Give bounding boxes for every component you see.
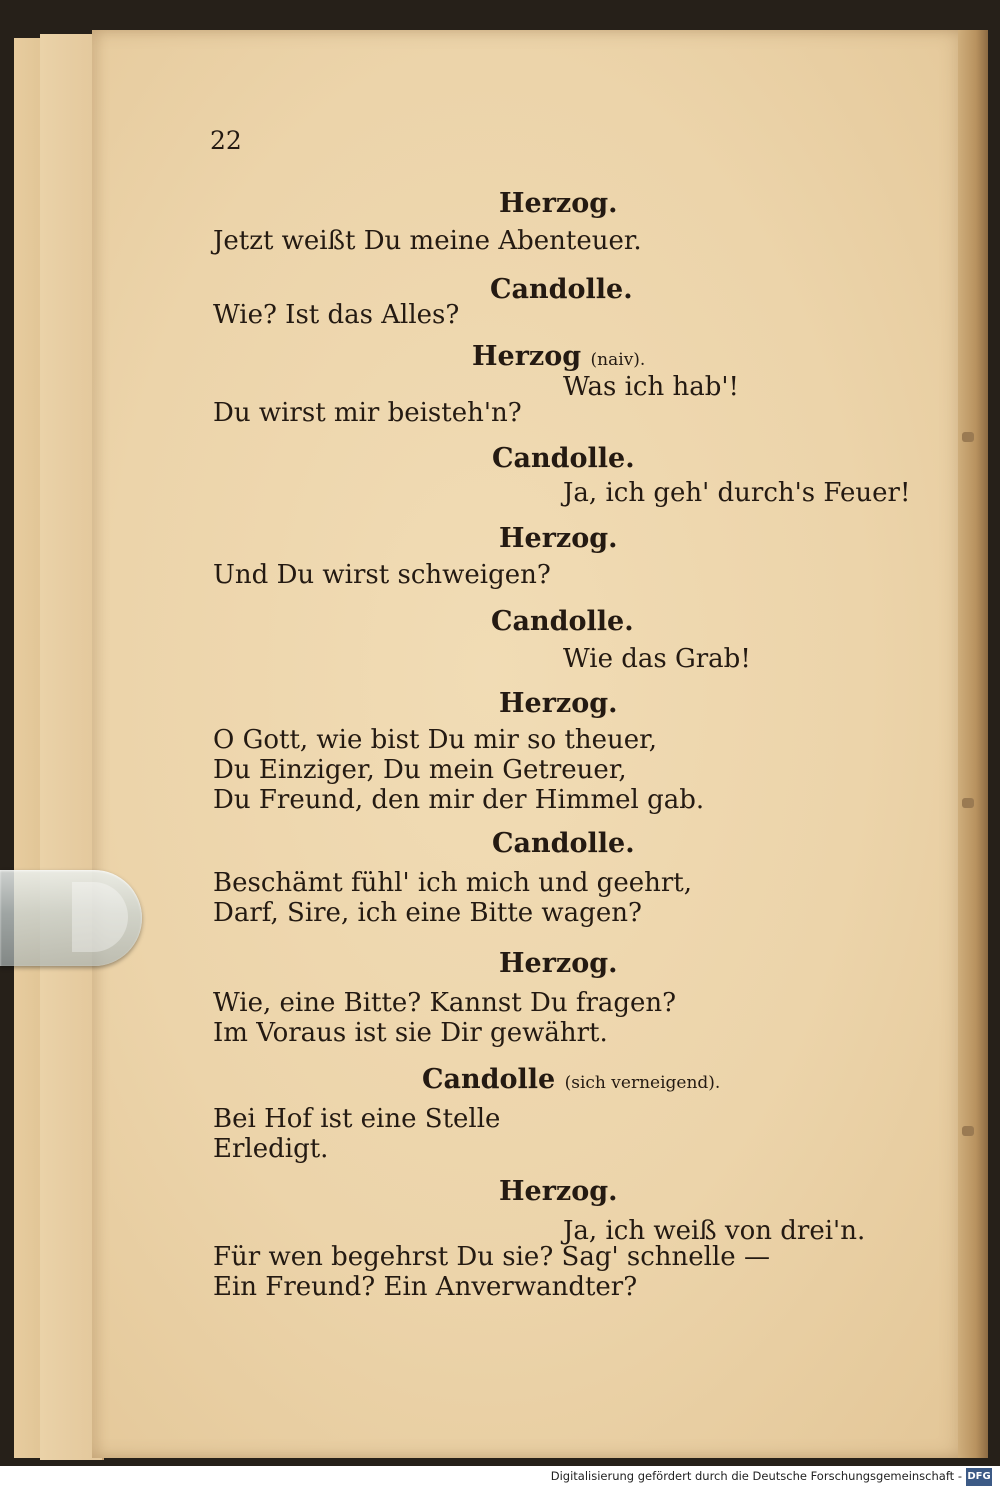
verse-line: Du Einziger, Du mein Getreuer, [213,755,627,785]
verse-line: Beschämt fühl' ich mich und geehrt, [213,868,692,898]
verse-line: Jetzt weißt Du meine Abenteuer. [213,226,642,256]
speaker-name: Herzog [472,341,582,372]
speaker-heading: Candolle. [492,443,635,474]
speaker-heading: Candolle. [490,274,633,305]
verse-line: Bei Hof ist eine Stelle [213,1104,501,1134]
speaker-heading: Herzog. [499,188,618,219]
verse-line: Für wen begehrst Du sie? Sag' schnelle — [213,1242,770,1272]
speaker-heading: Herzog. [499,948,618,979]
binding-notch [962,1126,974,1136]
dfg-logo-text: DFG [967,1471,991,1482]
speaker-name: Candolle [422,1064,556,1095]
verse-line: Was ich hab'! [563,372,739,402]
speaker-heading [422,1066,720,1093]
speaker-heading [472,343,645,370]
verse-line: Du Freund, den mir der Himmel gab. [213,785,705,815]
verse-line: Ja, ich geh' durch's Feuer! [563,478,911,508]
binding-notch [962,432,974,442]
verse-line: Darf, Sire, ich eine Bitte wagen? [213,898,642,928]
page-number: 22 [210,126,242,155]
verse-line: Wie, eine Bitte? Kannst Du fragen? [213,988,677,1018]
verse-line: Du wirst mir beisteh'n? [213,398,522,428]
speaker-heading: Herzog. [499,523,618,554]
speaker-heading: Herzog. [499,688,618,719]
speaker-heading: Candolle. [492,828,635,859]
verse-line: Ein Freund? Ein Anverwandter? [213,1272,638,1302]
verse-line: Wie das Grab! [563,644,751,674]
speaker-heading: Herzog. [499,1176,618,1207]
speaker-heading: Candolle. [491,606,634,637]
stage-direction: (sich verneigend). [564,1073,721,1093]
verse-line: Wie? Ist das Alles? [213,300,460,330]
verse-line: Ja, ich weiß von drei'n. [563,1216,866,1246]
verse-line: O Gott, wie bist Du mir so theuer, [213,725,657,755]
dfg-logo [966,1468,992,1486]
verse-line: Im Voraus ist sie Dir gewährt. [213,1018,608,1048]
verse-line: Und Du wirst schweigen? [213,560,551,590]
book-spine-edge [958,30,988,1458]
binding-notch [962,798,974,808]
footer-credit: Digitalisierung gefördert durch die Deutsche Forschungsgemeinschaft - [550,1469,962,1483]
verse-line: Erledigt. [213,1134,329,1164]
stage-direction: (naiv). [590,350,646,370]
